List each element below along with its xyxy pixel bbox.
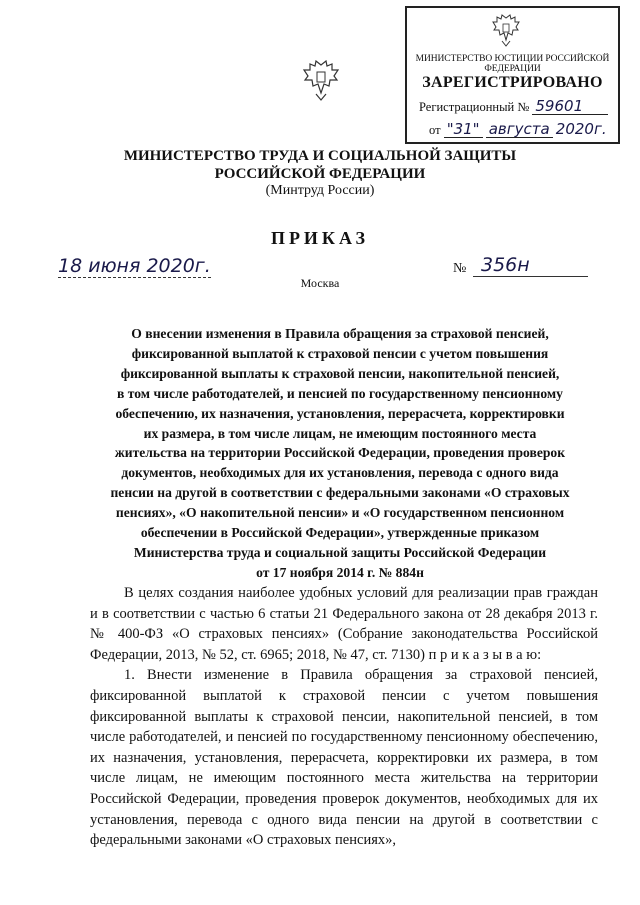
- order-title: [90, 324, 590, 583]
- stamp-status: ЗАРЕГИСТРИРОВАНО: [422, 74, 603, 91]
- document-type: ПРИКАЗ: [270, 228, 370, 248]
- stamp-registration-number-row: [419, 98, 608, 115]
- stamp-date-day: "31": [444, 121, 483, 138]
- title-line: фиксированной выплаты к страховой пенсии, накопительной пенсией,: [120, 365, 560, 381]
- title-line: фиксированной выплатой к страховой пенсии с учетом повышения: [131, 345, 549, 361]
- stamp-date-row: [429, 120, 607, 138]
- ministry-name-line2: РОССИЙСКОЙ ФЕДЕРАЦИИ: [214, 166, 426, 182]
- handwritten-order-number: 356н: [473, 254, 588, 277]
- stamp-date-prefix: от: [429, 123, 441, 137]
- title-line: жительства на территории Российской Федерации, проведения проверок: [114, 445, 566, 461]
- registration-stamp: [405, 6, 620, 144]
- title-line: пенсиях», «О накопительной пенсии» и «О государственном пенсионном: [115, 505, 565, 521]
- coat-of-arms-icon: [302, 60, 340, 102]
- stamp-date-year: 2020г.: [555, 120, 607, 138]
- handwritten-date: 18 июня 2020г.: [58, 255, 211, 277]
- stamp-ministry-name: МИНИСТЕРСТВО ЮСТИЦИИ РОССИЙСКОЙ ФЕДЕРАЦИИ: [415, 54, 610, 74]
- body-paragraph-preamble: В целях создания наиболее удобных условий для реализации прав граждан и в соответствии с частью 6 статьи 21 Федерального закона от 28 декабря 2013 г. № 400-ФЗ «О страховых пенсиях» (Собрание законодательства Российской Федерации, 2013, № 52, ст. 6965; 2018, № 47, ст. 7130) п р и к а з ы в а ю:: [90, 585, 598, 663]
- title-line: Министерства труда и социальной защиты Российской Федерации: [133, 544, 547, 560]
- title-line: пенсии на другой в соответствии с федеральными законами «О страховых: [110, 485, 570, 501]
- stamp-reg-number: 59601: [532, 98, 608, 115]
- order-number-label: №: [453, 261, 467, 276]
- title-line: их размера, в том числе лицам, не имеющим постоянного места: [143, 425, 537, 441]
- title-line: от 17 ноября 2014 г. № 884н: [256, 564, 424, 580]
- body-paragraph-item-1: 1. Внести изменение в Правила обращения за страховой пенсией, фиксированной выплатой к страховой пенсии с учетом повышения фиксированной выплаты к страховой пенсии, накопительной пенсией, в том числе работодателей, и пенсией по государственному пенсионному обеспечению, их назначения, установления, перерасчета, корректировки их размера, в том числе лицам, не имеющим постоянного места жительства на территории Российской Федерации, проведения проверок документов, необходимых для их установления, перевода с одного вида пенсии на другой в соответствии с федеральными законами «О страховых пенсиях»,: [90, 667, 598, 849]
- coat-of-arms-icon: [491, 14, 521, 48]
- stamp-date-month: августа: [486, 121, 553, 138]
- ministry-short-name: (Минтруд России): [265, 183, 375, 198]
- title-line: О внесении изменения в Правила обращения за страховой пенсией,: [131, 326, 549, 341]
- title-line: обеспечении в Российской Федерации», утвержденные приказом: [140, 525, 540, 541]
- ministry-name-line1: МИНИСТЕРСТВО ТРУДА И СОЦИАЛЬНОЙ ЗАЩИТЫ: [123, 148, 517, 164]
- title-line: обеспечению, их назначения, установления, перерасчета, корректировки: [115, 405, 565, 421]
- title-line: в том числе работодателей, и пенсией по государственному пенсионному: [117, 385, 563, 401]
- stamp-reg-label: Регистрационный №: [419, 100, 530, 114]
- city: Москва: [300, 276, 340, 290]
- order-body: [90, 583, 598, 851]
- title-line: документов, необходимых для их установления, перевода с одного вида: [121, 465, 559, 481]
